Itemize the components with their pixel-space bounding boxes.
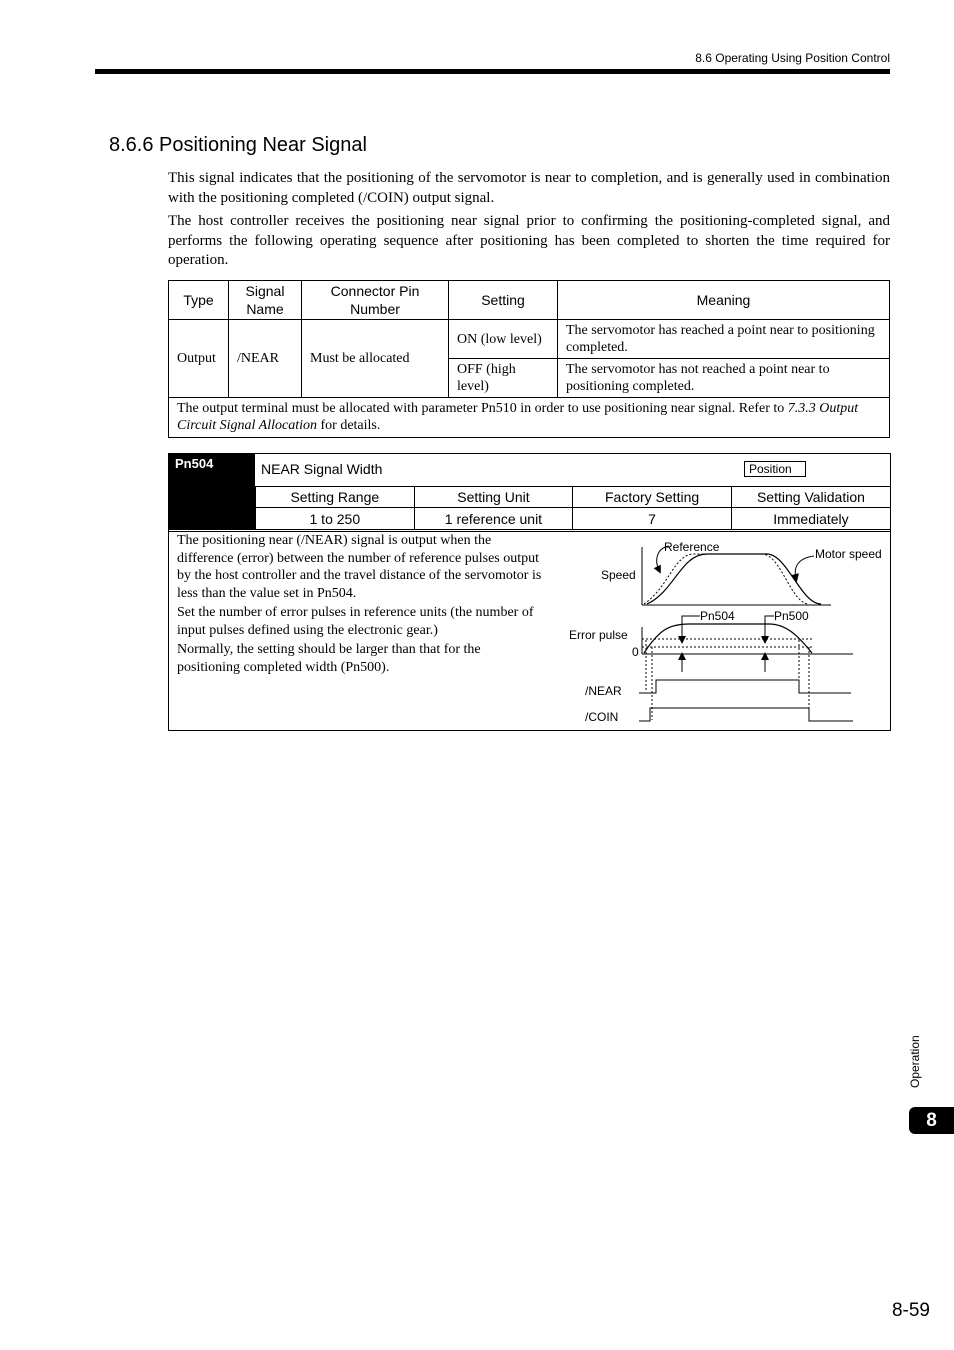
note-text-before: The output terminal must be allocated with parameter Pn510 in order to use positioning near signal. Refer to: [177, 401, 788, 416]
label-error-pulse: Error pulse: [569, 628, 628, 642]
header-rule: [95, 69, 890, 74]
table-row: [169, 320, 890, 359]
parameter-id: Pn504: [169, 454, 255, 530]
note-reference-link: 7.3.3 Output Circuit Signal Allocation: [177, 401, 859, 433]
timing-diagram: [169, 532, 890, 730]
cell-setting-off: OFF (high level): [449, 359, 558, 398]
header-meaning: Meaning: [558, 281, 890, 320]
header-setting: Setting: [449, 281, 558, 320]
table-note: [169, 398, 890, 438]
running-header: 8.6 Operating Using Position Control: [695, 51, 890, 65]
label-near: /NEAR: [585, 684, 622, 698]
pn504-arrow: [682, 616, 700, 640]
label-coin: /COIN: [585, 710, 619, 724]
side-tab-label: Operation: [908, 1035, 922, 1088]
header-setting-validation: Setting Validation: [731, 487, 890, 508]
parameter-mode-badge: Position: [744, 461, 806, 477]
cell-meaning-on: The servomotor has reached a point near to positioning completed.: [558, 320, 890, 359]
intro-paragraph-2: The host controller receives the positioning near signal prior to confirming the positioning-completed signal, and performs the following operating sequence after positioning has been completed to shorten the time required for operation.: [168, 213, 890, 268]
page-number: 8-59: [891, 1300, 930, 1321]
reference-curve: [644, 554, 809, 604]
cell-meaning-off: The servomotor has not reached a point near to positioning completed.: [558, 359, 890, 398]
header-signal-name: Signal Name: [229, 281, 302, 320]
parameter-header-row: [256, 487, 891, 508]
cell-signal-name: /NEAR: [229, 320, 302, 398]
header-type: Type: [169, 281, 229, 320]
label-zero: 0: [632, 645, 639, 659]
header-connector-pin: Connector Pin Number: [302, 281, 449, 320]
label-reference: Reference: [664, 540, 720, 554]
chapter-tab: 8: [909, 1107, 954, 1134]
value-setting-unit: 1 reference unit: [414, 508, 573, 530]
near-signal-waveform: [639, 680, 851, 693]
intro-paragraph-1: This signal indicates that the positioning of the servomotor is near to completion, and is generally used in combination with the positioning completed (/COIN) output signal.: [168, 170, 890, 206]
pn500-arrow: [765, 616, 774, 640]
motor-speed-pointer: [795, 556, 814, 578]
header-setting-range: Setting Range: [256, 487, 415, 508]
motor-speed-curve: [647, 554, 821, 604]
parameter-box: [168, 453, 891, 731]
cell-setting-on: ON (low level): [449, 320, 558, 359]
note-text-after: for details.: [317, 418, 381, 433]
section-title: 8.6.6 Positioning Near Signal: [109, 134, 367, 156]
cell-connector-pin: Must be allocated: [302, 320, 449, 398]
signal-table: [168, 280, 890, 438]
value-setting-validation: Immediately: [731, 508, 890, 530]
cell-type: Output: [169, 320, 229, 398]
label-speed: Speed: [601, 568, 636, 582]
description-paragraph: Normally, the setting should be larger than that for the positioning completed width (Pn500).: [177, 642, 481, 675]
coin-signal-waveform: [639, 708, 853, 721]
table-note-row: [169, 398, 890, 438]
value-factory-setting: 7: [573, 508, 732, 530]
label-motor-speed: Motor speed: [815, 547, 882, 561]
header-factory-setting: Factory Setting: [573, 487, 732, 508]
parameter-value-row: [256, 508, 891, 530]
description-paragraph: The positioning near (/NEAR) signal is output when the difference (error) between the number of reference pulses output by the host controller and the travel distance of the servomotor is less than the value set in Pn504.: [177, 533, 542, 601]
parameter-settings-table: [255, 486, 890, 530]
signal-table-header-row: [169, 281, 890, 320]
value-setting-range: 1 to 250: [256, 508, 415, 530]
label-pn504: Pn504: [700, 609, 735, 623]
parameter-name: NEAR Signal Width: [261, 461, 383, 477]
header-setting-unit: Setting Unit: [414, 487, 573, 508]
description-paragraph: Set the number of error pulses in reference units (the number of input pulses defined using the electronic gear.): [177, 605, 534, 638]
parameter-description: [169, 531, 890, 724]
label-pn500: Pn500: [774, 609, 809, 623]
